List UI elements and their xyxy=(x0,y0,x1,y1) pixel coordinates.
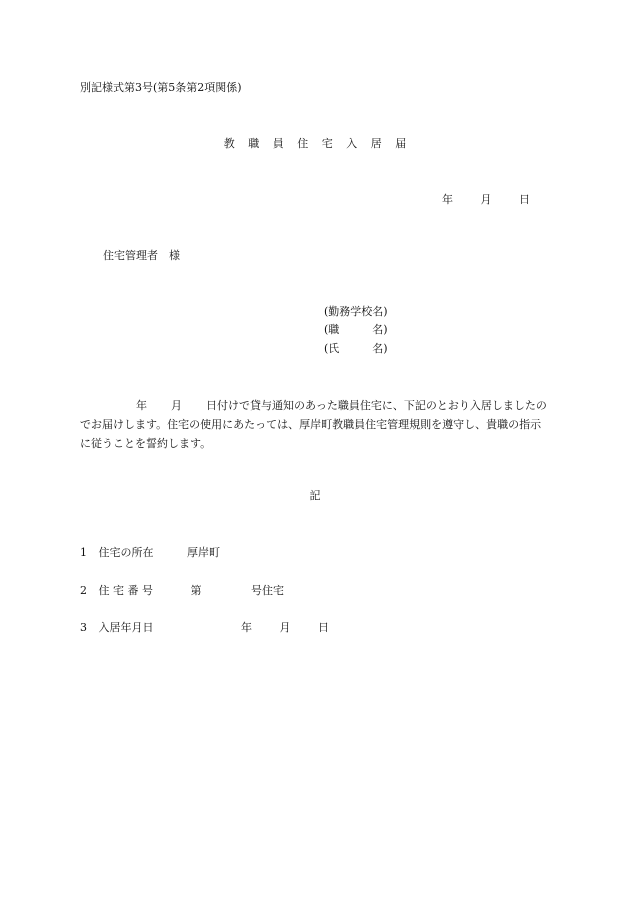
item-day: 日 xyxy=(318,621,329,634)
item-year: 年 xyxy=(241,621,252,634)
sender-school: (勤務学校名) xyxy=(324,305,388,318)
ki-heading: 記 xyxy=(309,489,321,502)
item-location xyxy=(80,547,220,558)
item-number: 1 xyxy=(80,546,87,559)
title-char: 入 xyxy=(346,137,358,150)
title-char: 住 xyxy=(297,137,309,150)
item-house-number xyxy=(80,585,284,596)
item-number: 3 xyxy=(80,621,87,634)
form-number: 別記様式第3号(第5条第2項関係) xyxy=(80,81,242,94)
item-move-in-date xyxy=(80,622,329,633)
item-label: 住宅の所在 xyxy=(98,546,154,559)
date-year: 年 xyxy=(442,193,453,206)
body-text: 日付けで貸与通知のあった職員住宅に、下記のとおり入居しましたのでお届けします。住宅の使用にあたっては、厚岸町教職員住宅管理規則を遵守し、貴職の指示に従うことを誓約します。 xyxy=(80,399,547,450)
item-value-prefix: 第 xyxy=(190,584,202,597)
addressee: 住宅管理者 様 xyxy=(103,249,180,262)
sender-name: (氏 名) xyxy=(324,342,388,355)
item-number: 2 xyxy=(80,584,87,597)
body-month: 月 xyxy=(171,399,182,412)
item-value-suffix: 号住宅 xyxy=(251,584,284,597)
item-value: 厚岸町 xyxy=(187,546,220,559)
item-month: 月 xyxy=(279,621,291,634)
sender-position: (職 名) xyxy=(324,323,388,336)
title-char: 員 xyxy=(272,137,284,150)
title-char: 居 xyxy=(370,137,382,150)
title-char: 宅 xyxy=(321,137,333,150)
submission-date xyxy=(442,194,530,205)
item-label: 住 宅 番 号 xyxy=(98,584,153,597)
item-label: 入居年月日 xyxy=(98,621,154,634)
title-char: 職 xyxy=(248,137,260,150)
date-month: 月 xyxy=(480,193,492,206)
document-title xyxy=(0,138,630,149)
date-day: 日 xyxy=(519,193,530,206)
title-char: 教 xyxy=(223,137,235,150)
body-paragraph xyxy=(80,396,550,453)
body-year: 年 xyxy=(136,399,147,412)
title-char: 届 xyxy=(395,137,407,150)
